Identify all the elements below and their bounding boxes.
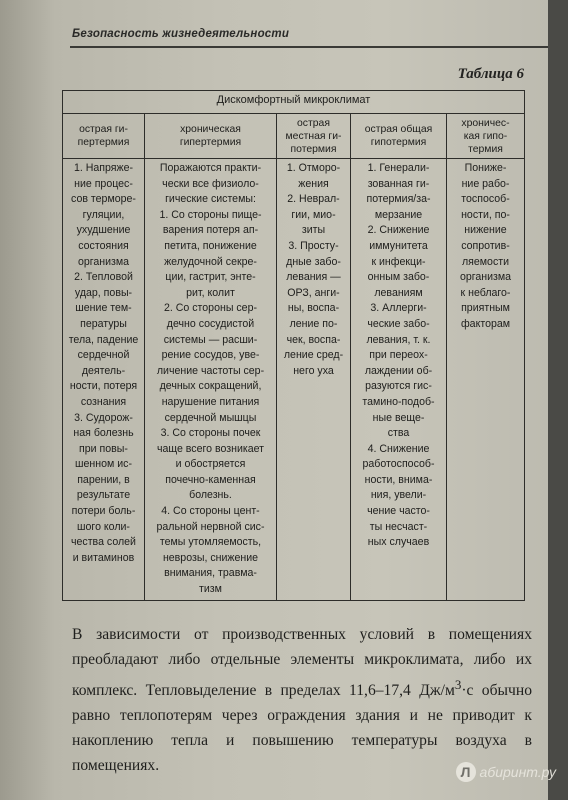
table-cell: Поражаются практи- чески все физиоло- гические системы: 1. Со стороны пище- варения потеря ап- петита, понижение желудочной секре- ции, гастрит, энте- рит, колит 2. Со стороны сер- дечно сосудистой системы — расши- рение сосудов, уве- личение частоты сер- дечных сокращений, нарушение питания сердечной мышцы 3. Со стороны почек чаще всего возникает и обостряется почечно-каменная болезнь. 4. Со стороны цент- ральной нервной сис- темы утомляемость, неврозы, снижение внимания, травма- тизм <box>145 159 277 601</box>
table-title: Дискомфортный микроклимат <box>63 91 525 114</box>
column-header: острая местная ги- потермия <box>277 114 351 159</box>
column-header: острая ги- пертермия <box>63 114 145 159</box>
microclimate-table <box>62 90 525 601</box>
body-paragraph <box>72 622 532 778</box>
table-cell: Пониже- ние рабо- тоспособ- ности, по- нижение сопротив- ляемости организма к неблаго- приятным факторам <box>447 159 525 601</box>
table-cell: 1. Генерали- зованная ги- потермия/за- мерзание 2. Снижение иммунитета к инфекци- онным забо- леваниям 3. Аллерги- ческие забо- левания, т. к. при переох- лаждении об- разуются гис- тамино-подоб- ные веще- ства 4. Снижение работоспособ- ности, внима- ния, увели- чение часто- ты несчаст- ных случаев <box>351 159 447 601</box>
column-header: острая общая гипотермия <box>351 114 447 159</box>
paragraph-part-2: ·с обычно равно теплопотерям через ограждения здания и не приводит к накоплению тепла и повышению температуры воздуха в помещениях. <box>72 682 532 775</box>
table-cell: 1. Отморо- жения 2. Неврал- гии, мио- зиты 3. Просту- дные забо- левания — ОРЗ, анги- ны, воспа- ление по- чек, воспа- ление сред- него уха <box>277 159 351 601</box>
header-rule <box>70 46 548 48</box>
running-title: Безопасность жизнедеятельности <box>72 28 290 40</box>
labirint-logo-icon: Л <box>456 762 476 782</box>
watermark-text: абиринт.ру <box>479 764 556 780</box>
watermark <box>456 762 556 782</box>
table-label: Таблица 6 <box>457 66 524 82</box>
paragraph-part-1: В зависимости от производственных условий в помещениях преобладают либо отдельные элементы микроклимата, либо их комплекс. Тепловыделение в пределах 11,6–17,4 Дж/м <box>72 626 532 700</box>
column-header: хроничес- кая гипо- термия <box>447 114 525 159</box>
table-cell: 1. Напряже- ние процес- сов терморе- гуляции, ухудшение состояния организма 2. Тепловой удар, повы- шение тем- пературы тела, падение сердечной деятель- ности, потеря сознания 3. Судорож- ная болезнь при повы- шенном ис- парении, в результате потери боль- шого коли- чества солей и витаминов <box>63 159 145 601</box>
column-header: хроническая гипертермия <box>145 114 277 159</box>
superscript: 3 <box>454 677 462 692</box>
